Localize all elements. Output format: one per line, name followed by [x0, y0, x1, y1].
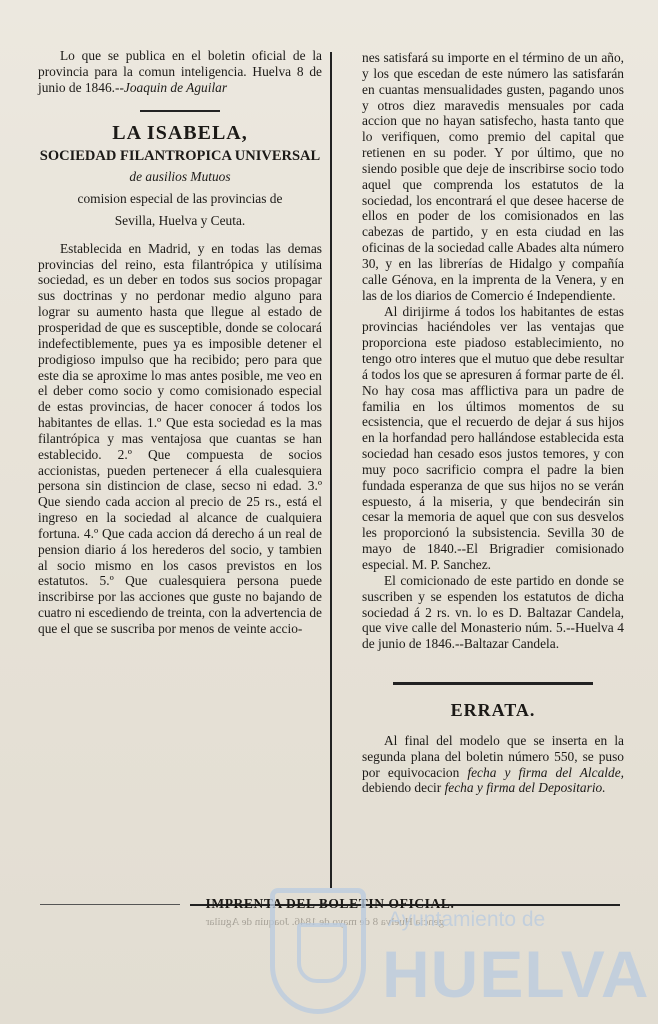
commission-line: comision especial de las provincias de	[77, 191, 283, 207]
watermark-big-text: HUELVA	[382, 937, 650, 1011]
society-subtitle-2: de ausilios Mutuos	[129, 169, 231, 185]
right-column	[362, 50, 624, 796]
archive-watermark	[270, 880, 658, 1020]
errata-text-a: Al final del modelo que se inserta en la segunda plana del boletin número 550, se puso por equivocacion	[362, 732, 624, 780]
section-divider	[140, 110, 220, 112]
article-paragraph-2: Al dirijirme á todos los habitantes de estas provincias haciéndoles ver las ventajas que proporciona este piadoso establecimiento, no tengo otro interes que el mutuo que debe resultar á todos los que se apresuren á formar parte de él. No hay cosa mas afflictiva para un padre de familia en los últimos momentos de su ecsistencia, que el recuerdo de dejar á sus hijos en la horfandad pero hallándose establecida esta sociedad han cesado esos justos temores, y con muy poco sacrificio compra el padre la bien fundada esperanza de que sus hijos no se verán espuesto, á la miseria, y que bendecirán sin cesar la memoria de aquel que con sus desvelos les proporcionó la subsistencia. Sevilla 30 de mayo de 1840.--El Brigradier comisionado especial. M. P. Sanchez.	[362, 303, 624, 572]
coat-of-arms-icon	[270, 888, 366, 1014]
errata-paragraph	[362, 733, 624, 796]
errata-text-b: fecha y firma del Alcalde,	[467, 764, 624, 780]
left-column	[38, 48, 322, 637]
intro-paragraph: Lo que se publica en el boletin oficial de la provincia para la comun inteligencia. Huelva 8 de junio de 1846.--Joaquin de Aguilar	[38, 48, 322, 95]
errata-title: ERRATA.	[450, 700, 536, 721]
society-subtitle: SOCIEDAD FILANTROPICA UNIVERSAL	[39, 148, 321, 165]
intro-signature: Joaquin de Aguilar	[123, 79, 228, 95]
article-paragraph-3: El comicionado de este partido en donde se suscriben y se espenden los estatutos de dicha sociedad á 2 rs. vn. lo es D. Baltazar Candela, que vive calle del Monasterio núm. 5.--Huelva 4 de junio de 1846.--Baltazar Candela.	[362, 572, 624, 652]
article-continuation: nes satisfará su importe en el término de un año, y los que escedan de este número las satisfarán en cuantas mensualidades gusten, pagando unos y otros diez maravedis mensuales por cada accion que no hayan satisfecho, hasta tanto que lo verifiquen, como premio del capital que retienen en su poder. Y por último, que no siendo posible que deje de inscribirse socio todo aquel que comprenda los estatutos de la sociedad, los encontrará el que desee hacerse de ellos en poder de los comisionados en las cabezas de partido, y en esta ciudad en las oficinas de la sociedad calle Abades alta número 30, y en las librerías de Hidalgo y compañía calle Génova, en la imprenta de la Venera, y en las de los diarios de Comercio é Independiente.	[362, 50, 624, 303]
errata-text-d: fecha y firma del Depositario.	[444, 780, 606, 796]
column-divider	[330, 52, 332, 888]
watermark-small-text: Ayuntamiento de	[388, 908, 546, 931]
intro-text: Lo que se publica en el boletin oficial de la provincia para la comun inteligencia. Huelva 8 de junio de 1846.	[38, 48, 322, 95]
provinces-line: Sevilla, Huelva y Ceuta.	[114, 212, 246, 228]
bleed-through-text: gencia Huelva 8 de mayo de 1846. Joaquin de Aguilar	[205, 916, 445, 928]
society-title: LA ISABELA,	[112, 121, 248, 144]
errata-text-c: debiendo decir	[362, 780, 442, 796]
printer-imprint: IMPRENTA DEL BOLETIN OFICIAL.	[205, 896, 455, 911]
errata-divider	[393, 682, 593, 685]
article-body: Establecida en Madrid, y en todas las demas provincias del reino, esta filantrópica y utilísima sociedad, es un deber en todos sus socios propagar sus doctrinas y no perdonar medio alguno para lograr su aumento hasta que llegue al estado de prosperidad de que es susceptible, donde se colocará indefectiblemente, pues ya es imposible detener el prodigioso impulso que ha recibido; pero para que este dia se aproxime lo mas antes posible, me veo en el deber como socio y como comisionado especial de estas provincias, de hacer conocer á todos los habitantes de ellas. 1.º Que esta sociedad es la mas filantrópica y mas ventajosa que cuantas se han establecido. 2.º Que compuesta de socios accionistas, pueden pertenecer á ella cualesquiera persona sin distincion de clase, secso ni edad. 3.º Que siendo cada accion al precio de 25 rs., está el ingreso en la sociedad al alcance de cualquiera fortuna. 4.º Que cada accion dá derecho á un real de pension diario á los herederos del socio, y tambien al socio mismo en los casos previstos en los estatutos. 5.º Que cualesquiera persona puede inscribirse por las acciones que guste no bajando de cuatro ni escediendo de treinta, con la advertencia de que el que se suscriba por menos de veinte accio-	[38, 240, 322, 636]
